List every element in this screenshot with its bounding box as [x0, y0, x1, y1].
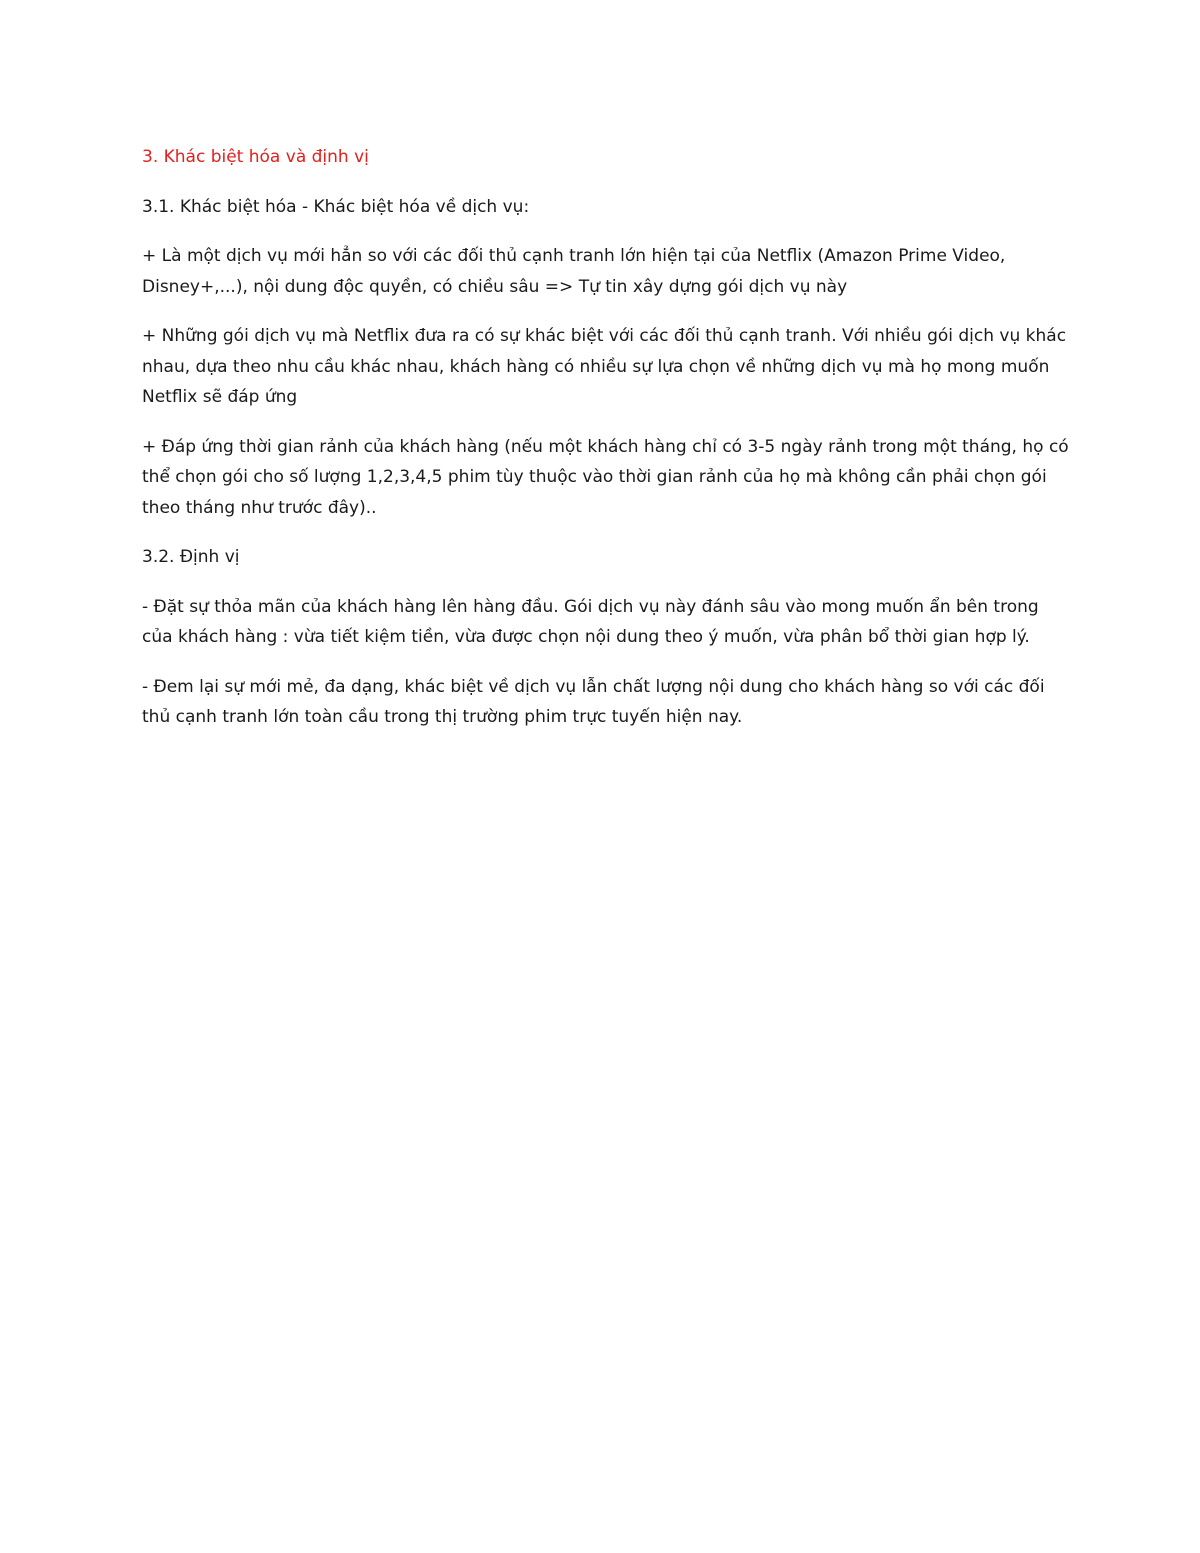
subsection-heading-positioning: 3.2. Định vị: [142, 547, 240, 567]
paragraph-customer-satisfaction: - Đặt sự thỏa mãn của khách hàng lên hàng đầu. Gói dịch vụ này đánh sâu vào mong muốn ẩn bên trong của khách hàng : vừa tiết kiệm tiền, vừa được chọn nội dung theo ý muốn, vừa phân bổ thời gian hợp lý.: [142, 596, 1039, 647]
paragraph-free-time: + Đáp ứng thời gian rảnh của khách hàng (nếu một khách hàng chỉ có 3-5 ngày rảnh trong một tháng, họ có thể chọn gói cho số lượng 1,2,3,4,5 phim tùy thuộc vào thời gian rảnh của họ mà không cần phải chọn gói theo tháng như trước đây)..: [142, 436, 1069, 518]
section-heading: 3. Khác biệt hóa và định vị: [142, 147, 369, 167]
subsection-heading-differentiation: 3.1. Khác biệt hóa - Khác biệt hóa về dịch vụ:: [142, 196, 530, 217]
paragraph-service-packages: + Những gói dịch vụ mà Netflix đưa ra có sự khác biệt với các đối thủ cạnh tranh. Với nhiều gói dịch vụ khác nhau, dựa theo nhu cầu khác nhau, khách hàng có nhiều sự lựa chọn về những dịch vụ mà họ mong muốn Netflix sẽ đáp ứng: [142, 326, 1067, 407]
paragraph-novelty: - Đem lại sự mới mẻ, đa dạng, khác biệt về dịch vụ lẫn chất lượng nội dung cho khách hàng so với các đối thủ cạnh tranh lớn toàn cầu trong thị trường phim trực tuyến hiện nay.: [142, 676, 1045, 727]
document-body: [142, 142, 1072, 752]
paragraph-new-service: + Là một dịch vụ mới hẳn so với các đối thủ cạnh tranh lớn hiện tại của Netflix (Amazon Prime Video, Disney+,...), nội dung độc quyền, có chiều sâu => Tự tin xây dựng gói dịch vụ này: [142, 246, 1006, 297]
